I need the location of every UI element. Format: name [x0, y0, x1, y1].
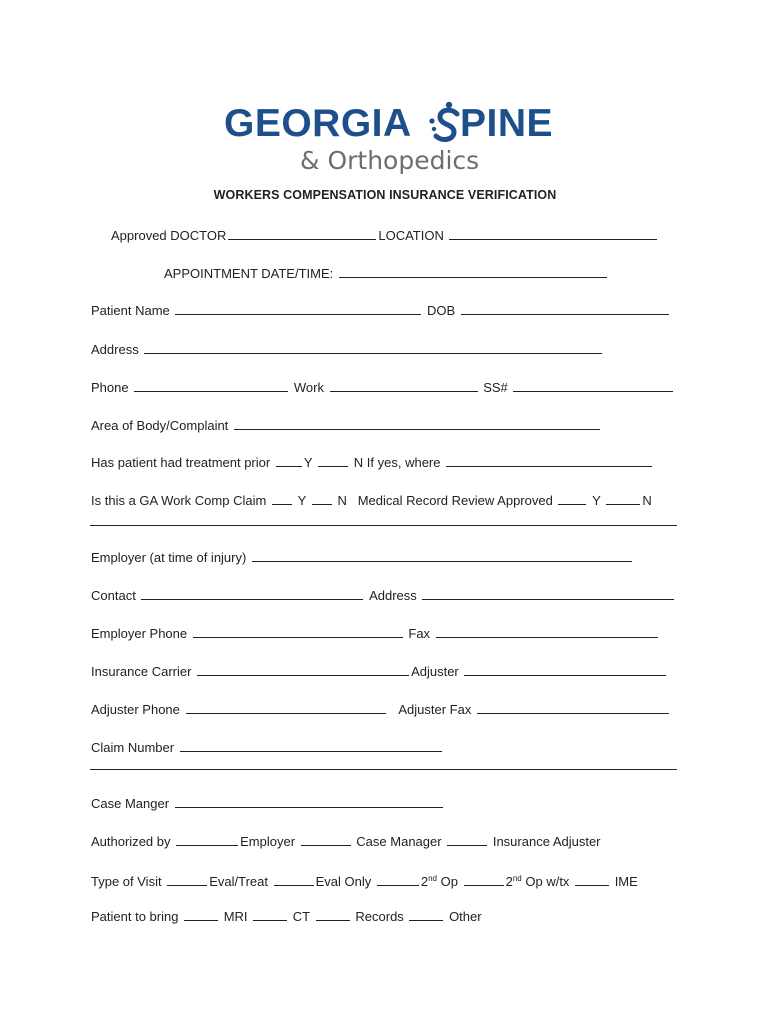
- label-contact: Contact: [91, 588, 136, 603]
- label-auth-insurance-adjuster: Insurance Adjuster: [492, 834, 601, 849]
- georgia-spine-logo: [222, 100, 552, 182]
- label-adjuster: Adjuster: [411, 664, 459, 679]
- label-med-n: N: [642, 493, 652, 508]
- row-treatment-prior: [91, 454, 654, 471]
- row-case-manager: [91, 795, 445, 812]
- work-field[interactable]: [330, 379, 478, 392]
- row-appointment: [164, 265, 609, 282]
- logo-word-georgia: GEORGIA: [224, 102, 412, 145]
- auth-insurance-adjuster-field[interactable]: [447, 833, 487, 846]
- row-patient-to-bring: [91, 908, 482, 925]
- label-type-of-visit: Type of Visit: [91, 874, 162, 889]
- form-title: WORKERS COMPENSATION INSURANCE VERIFICATION: [213, 188, 557, 202]
- ime-field[interactable]: [575, 873, 609, 886]
- label-second-num-2: 2: [505, 874, 513, 889]
- ss-field[interactable]: [513, 379, 673, 392]
- employer-address-field[interactable]: [422, 587, 674, 600]
- adjuster-phone-field[interactable]: [186, 701, 386, 714]
- section-divider-2: [90, 769, 677, 770]
- label-claim-number: Claim Number: [91, 740, 175, 755]
- other-field[interactable]: [409, 908, 443, 921]
- logo-subtitle: & Orthopedics: [300, 146, 480, 175]
- label-employer-phone: Employer Phone: [91, 626, 188, 641]
- label-ime: IME: [614, 874, 638, 889]
- records-field[interactable]: [316, 908, 350, 921]
- row-authorized-by: [91, 833, 601, 850]
- label-second-num: 2: [420, 874, 429, 889]
- label-fax: Fax: [408, 626, 431, 641]
- eval-only-field[interactable]: [274, 873, 314, 886]
- label-med-y: Y: [592, 493, 601, 508]
- treatment-where-field[interactable]: [446, 454, 652, 467]
- case-manager-field[interactable]: [175, 795, 443, 808]
- row-carrier-adjuster: [91, 663, 668, 680]
- row-area-complaint: [91, 417, 602, 434]
- row-ga-claim: [91, 492, 652, 509]
- label-ct: CT: [292, 909, 311, 924]
- label-work: Work: [293, 380, 324, 395]
- row-doctor-location: [111, 227, 659, 244]
- label-location: LOCATION: [378, 228, 444, 243]
- label-if-yes: If yes, where: [366, 455, 441, 470]
- row-employer-phone-fax: [91, 625, 660, 642]
- label-address: Address: [91, 342, 139, 357]
- dob-field[interactable]: [461, 302, 669, 315]
- mri-field[interactable]: [184, 908, 218, 921]
- label-ga-n: N: [337, 493, 347, 508]
- second-op-wtx-field[interactable]: [464, 873, 504, 886]
- row-contact-address: [91, 587, 676, 604]
- label-area-complaint: Area of Body/Complaint: [91, 418, 229, 433]
- label-patient-name: Patient Name: [91, 303, 170, 318]
- patient-name-field[interactable]: [175, 302, 421, 315]
- approved-doctor-field[interactable]: [228, 227, 376, 240]
- logo-word-pine: PINE: [460, 102, 554, 145]
- label-eval-only: Eval Only: [315, 874, 372, 889]
- label-case-manager: Case Manger: [91, 796, 170, 811]
- label-ga-y: Y: [297, 493, 307, 508]
- label-approved-doctor: Approved DOCTOR: [111, 228, 227, 243]
- ga-claim-no-field[interactable]: [312, 492, 332, 505]
- location-field[interactable]: [449, 227, 657, 240]
- label-phone: Phone: [91, 380, 129, 395]
- adjuster-field[interactable]: [464, 663, 666, 676]
- insurance-carrier-field[interactable]: [197, 663, 409, 676]
- row-patient-dob: [91, 302, 671, 319]
- label-appointment: APPOINTMENT DATE/TIME:: [164, 266, 334, 281]
- ct-field[interactable]: [253, 908, 287, 921]
- eval-treat-field[interactable]: [167, 873, 207, 886]
- spine-logo-icon: [424, 100, 462, 146]
- label-eval-treat: Eval/Treat: [209, 874, 268, 889]
- fax-field[interactable]: [436, 625, 658, 638]
- label-adjuster-phone: Adjuster Phone: [91, 702, 180, 717]
- label-second-sup-2: nd: [512, 874, 522, 883]
- label-employer-address: Address: [369, 588, 417, 603]
- ga-claim-yes-field[interactable]: [272, 492, 292, 505]
- label-ga-claim: Is this a GA Work Comp Claim: [91, 493, 267, 508]
- appointment-field[interactable]: [339, 265, 607, 278]
- row-phone-work-ss: [91, 379, 675, 396]
- row-claim-number: [91, 739, 444, 756]
- section-divider: [90, 525, 677, 526]
- adjuster-fax-field[interactable]: [477, 701, 669, 714]
- label-op-wtx: Op w/tx: [525, 874, 570, 889]
- label-records: Records: [355, 909, 404, 924]
- address-field[interactable]: [144, 341, 602, 354]
- row-address: [91, 341, 604, 358]
- label-mri: MRI: [223, 909, 248, 924]
- label-auth-employer: Employer: [240, 834, 296, 849]
- label-ss: SS#: [483, 380, 508, 395]
- label-treatment-y: Y: [303, 455, 313, 470]
- label-authorized-by: Authorized by: [91, 834, 171, 849]
- label-patient-to-bring: Patient to bring: [91, 909, 179, 924]
- label-auth-case-manager: Case Manager: [356, 834, 442, 849]
- treatment-prior-no-field[interactable]: [318, 454, 348, 467]
- med-review-no-field[interactable]: [606, 492, 640, 505]
- contact-field[interactable]: [141, 587, 363, 600]
- phone-field[interactable]: [134, 379, 288, 392]
- auth-case-manager-field[interactable]: [301, 833, 351, 846]
- row-employer: [91, 549, 634, 566]
- second-op-field[interactable]: [377, 873, 419, 886]
- employer-field[interactable]: [252, 549, 632, 562]
- label-insurance-carrier: Insurance Carrier: [91, 664, 192, 679]
- label-other: Other: [449, 909, 482, 924]
- treatment-prior-yes-field[interactable]: [276, 454, 302, 467]
- med-review-yes-field[interactable]: [558, 492, 586, 505]
- label-treatment-prior: Has patient had treatment prior: [91, 455, 271, 470]
- area-complaint-field[interactable]: [234, 417, 600, 430]
- label-op: Op: [440, 874, 458, 889]
- employer-phone-field[interactable]: [193, 625, 403, 638]
- label-treatment-n: N: [353, 455, 364, 470]
- label-dob: DOB: [427, 303, 456, 318]
- row-adjuster-phone-fax: [91, 701, 671, 718]
- label-second-sup: nd: [428, 874, 437, 883]
- label-adjuster-fax: Adjuster Fax: [398, 702, 472, 717]
- label-employer: Employer (at time of injury): [91, 550, 247, 565]
- label-med-review: Medical Record Review Approved: [357, 493, 553, 508]
- auth-employer-field[interactable]: [176, 833, 238, 846]
- claim-number-field[interactable]: [180, 739, 442, 752]
- row-type-of-visit: [91, 871, 638, 890]
